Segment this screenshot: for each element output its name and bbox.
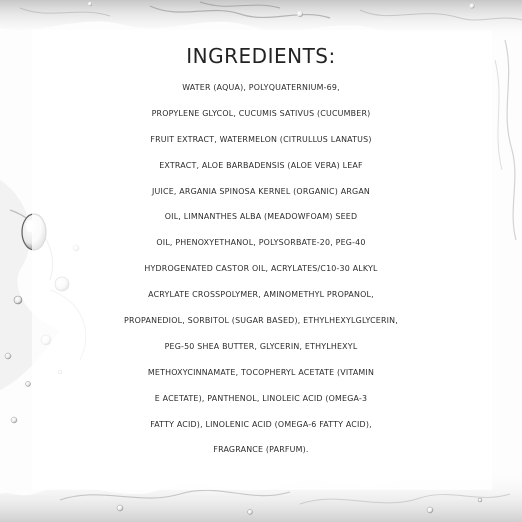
ingredient-line: FRAGRANCE (PARFUM).: [213, 445, 309, 455]
ingredient-line: FRUIT EXTRACT, WATERMELON (CITRULLUS LANATUS): [150, 134, 372, 144]
ingredient-line: PEG-50 SHEA BUTTER, GLYCERIN, ETHYLHEXYL: [164, 341, 358, 351]
ingredient-line: OIL, PHENOXYETHANOL, POLYSORBATE-20, PEG-40: [156, 238, 366, 248]
ingredient-line: HYDROGENATED CASTOR OIL, ACRYLATES/C10-30 ALKYL: [144, 264, 378, 274]
ingredient-line: EXTRACT, ALOE BARBADENSIS (ALOE VERA) LEAF: [159, 160, 363, 170]
ingredient-line: E ACETATE), PANTHENOL, LINOLEIC ACID (OMEGA-3: [154, 393, 368, 403]
ingredient-line: ACRYLATE CROSSPOLYMER, AMINOMETHYL PROPANOL,: [148, 290, 374, 300]
ingredient-line: WATER (AQUA), POLYQUATERNIUM-69,: [182, 83, 340, 92]
ingredients-heading: INGREDIENTS:: [186, 44, 336, 68]
ingredient-line: PROPANEDIOL, SORBITOL (SUGAR BASED), ETHYLHEXYLGLYCERIN,: [124, 316, 398, 326]
ingredient-line: FATTY ACID), LINOLENIC ACID (OMEGA-6 FATTY ACID),: [150, 419, 372, 429]
ingredient-line: OIL, LIMNANTHES ALBA (MEADOWFOAM) SEED: [164, 212, 358, 222]
ingredients-list: [0, 79, 522, 467]
ingredient-line: METHOXYCINNAMATE, TOCOPHERYL ACETATE (VITAMIN: [147, 367, 375, 377]
ingredient-line: JUICE, ARGANIA SPINOSA KERNEL (ORGANIC) ARGAN: [151, 186, 371, 196]
ingredient-line: PROPYLENE GLYCOL, CUCUMIS SATIVUS (CUCUMBER): [151, 108, 371, 118]
